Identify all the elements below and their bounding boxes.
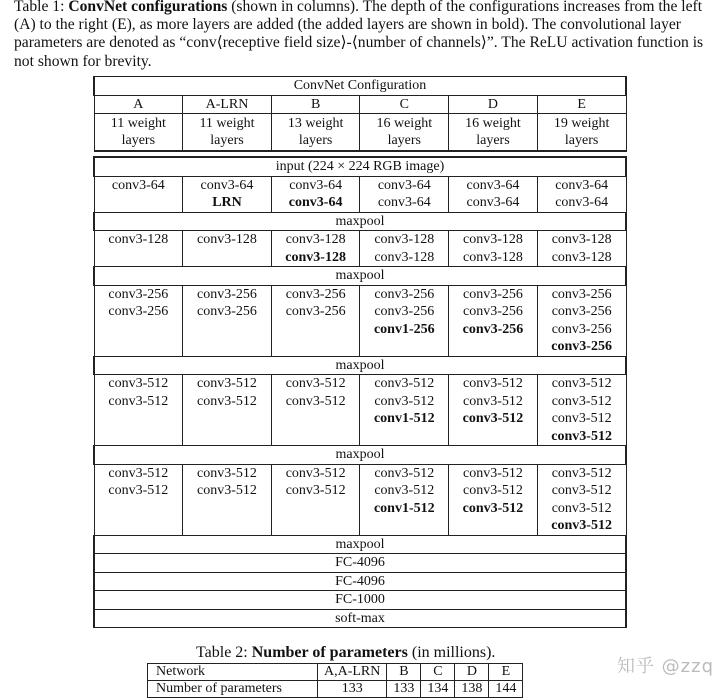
config-title-row (94, 77, 626, 96)
conv-block-cell (449, 375, 538, 446)
added-layer: conv3-128 (285, 249, 346, 265)
layer: conv3-512 (463, 465, 523, 481)
layer: conv3-512 (197, 465, 257, 481)
layer: conv3-512 (463, 393, 523, 409)
layer: conv3-512 (285, 393, 346, 409)
tail-layer-row (94, 572, 626, 591)
layer: conv3-256 (374, 286, 435, 302)
layer: conv3-512 (197, 376, 257, 391)
layer: conv3-512 (374, 376, 435, 391)
layer: conv3-512 (463, 483, 523, 498)
param-value-cell: 133 (387, 681, 421, 698)
input-layer: input (224 × 224 RGB image) (94, 157, 626, 176)
conv-block-cell (449, 176, 538, 212)
layer: conv3-256 (285, 286, 346, 302)
parameters-value-row (148, 681, 523, 698)
column-header: C (360, 95, 449, 114)
maxpool-layer: maxpool (94, 446, 626, 465)
layer: conv3-512 (551, 483, 612, 498)
layer: conv3-256 (551, 321, 612, 337)
tail-layer-row (94, 609, 626, 628)
layer: conv3-256 (197, 304, 257, 319)
config-title: ConvNet Configuration (94, 77, 626, 96)
caption-bold: ConvNet configurations (68, 0, 228, 15)
added-layer: conv3-256 (462, 321, 524, 337)
layer: conv3-256 (463, 286, 523, 302)
added-layer: conv3-512 (462, 500, 524, 516)
layer-count-row (94, 114, 626, 152)
layer-count: 16 weight layers (360, 114, 449, 152)
conv-block-cell (94, 464, 183, 535)
column-header: D (449, 95, 538, 114)
tail-layer-row (94, 554, 626, 573)
param-header-cell: D (455, 664, 489, 681)
layer: conv3-256 (463, 304, 523, 319)
layer: conv3-256 (108, 286, 169, 302)
added-layer: conv3-256 (551, 339, 612, 354)
input-layer-row (94, 157, 626, 176)
param-header-cell: E (489, 664, 523, 681)
layer: conv3-128 (551, 232, 612, 247)
layer: conv3-128 (551, 249, 612, 265)
layer: conv3-512 (463, 376, 523, 391)
conv-block-cell (94, 375, 183, 446)
tail-layer-row (94, 591, 626, 610)
conv-block-cell (360, 375, 449, 446)
maxpool-layer-row (94, 212, 626, 231)
tail-layer: FC-4096 (94, 572, 626, 591)
maxpool-layer: maxpool (94, 267, 626, 286)
tail-layer: FC-1000 (94, 591, 626, 610)
maxpool-layer-row (94, 356, 626, 375)
column-header: A (94, 95, 183, 114)
conv-block-cell (183, 375, 272, 446)
conv-block-cell (449, 285, 538, 356)
tail-layer: FC-4096 (94, 554, 626, 573)
conv-block-row (94, 231, 626, 267)
added-layer: conv1-512 (373, 411, 435, 426)
added-layer: conv3-512 (551, 428, 612, 444)
conv-block-cell (94, 285, 183, 356)
layer-count: 16 weight layers (449, 114, 538, 152)
layer-count: 19 weight layers (537, 114, 626, 152)
layer: conv3-64 (200, 177, 254, 193)
layer-count: 13 weight layers (271, 114, 360, 152)
conv-block-cell (271, 285, 360, 356)
layer: conv3-512 (108, 376, 169, 391)
param-value-cell: 138 (455, 681, 489, 698)
param-header-cell: B (387, 664, 421, 681)
layer: conv3-128 (285, 232, 346, 247)
caption-prefix: Table 1: (14, 0, 69, 15)
caption-rest: (shown in columns). The depth of the configurations increases from the left (A) to the right (E), as more layers are added (the added layers are shown in bold). The convolutional layer parameters are denoted as “conv⟨receptive field size⟩-⟨number of channels⟩”. The ReLU activation function is not shown for brevity. (14, 0, 704, 70)
layer-count: 11 weight layers (183, 114, 272, 152)
conv-block-cell (537, 231, 626, 267)
conv-block-row (94, 464, 626, 535)
conv-block-cell (271, 375, 360, 446)
conv-block-cell (94, 231, 183, 267)
added-layer: conv3-512 (462, 411, 524, 426)
layer: conv3-256 (197, 286, 257, 302)
conv-block-cell (360, 231, 449, 267)
layer: conv3-512 (551, 411, 612, 426)
added-layer: LRN (212, 195, 242, 210)
layer: conv3-256 (551, 286, 612, 302)
conv-block-cell (449, 231, 538, 267)
table2-rest: (in millions). (407, 644, 496, 661)
layer: conv3-128 (374, 232, 435, 247)
layer: conv3-512 (285, 465, 346, 481)
layer: conv3-64 (289, 177, 343, 193)
layer: conv3-512 (108, 393, 169, 409)
conv-block-cell (183, 176, 272, 212)
conv-block-cell (271, 464, 360, 535)
added-layer: conv1-512 (373, 500, 435, 516)
layer: conv3-64 (466, 195, 520, 210)
param-value-cell: 134 (421, 681, 455, 698)
layer: conv3-64 (466, 177, 520, 193)
conv-block-cell (537, 285, 626, 356)
watermark: 知乎 @zzq (616, 656, 714, 677)
added-layer: conv3-64 (288, 195, 343, 210)
conv-block-cell (360, 464, 449, 535)
layer-count: 11 weight layers (94, 114, 183, 152)
layer: conv3-512 (374, 393, 435, 409)
layer: conv3-512 (108, 483, 169, 498)
layer: conv3-128 (374, 249, 435, 265)
conv-block-cell (360, 176, 449, 212)
conv-block-row (94, 285, 626, 356)
conv-block-row (94, 176, 626, 212)
maxpool-layer-row (94, 267, 626, 286)
parameters-table (147, 663, 523, 698)
maxpool-layer-row (94, 446, 626, 465)
layer: conv3-512 (374, 483, 435, 498)
layer: conv3-512 (551, 393, 612, 409)
layer: conv3-256 (108, 304, 169, 319)
conv-block-cell (360, 285, 449, 356)
added-layer: conv3-512 (551, 518, 612, 533)
layer: conv3-128 (463, 232, 523, 247)
conv-block-cell (183, 464, 272, 535)
tail-layer-row (94, 535, 626, 554)
conv-block-cell (537, 375, 626, 446)
conv-block-cell (271, 176, 360, 212)
layer: conv3-512 (285, 376, 346, 391)
param-value-cell: 133 (318, 681, 387, 698)
tail-layer: maxpool (94, 535, 626, 554)
layer: conv3-256 (285, 304, 346, 319)
layer: conv3-512 (551, 465, 612, 481)
conv-block-cell (537, 464, 626, 535)
conv-block-cell (183, 231, 272, 267)
param-header-cell: Network (148, 664, 318, 681)
maxpool-layer: maxpool (94, 356, 626, 375)
column-header: A-LRN (183, 95, 272, 114)
column-header: B (271, 95, 360, 114)
layer: conv3-512 (285, 483, 346, 498)
layer: conv3-64 (377, 195, 431, 210)
column-header-row (94, 95, 626, 114)
layer: conv3-512 (551, 500, 612, 516)
layer: conv3-512 (197, 393, 257, 409)
maxpool-layer: maxpool (94, 212, 626, 231)
layer: conv3-128 (463, 249, 523, 265)
conv-block-cell (183, 285, 272, 356)
conv-block-cell (94, 176, 183, 212)
layer: conv3-64 (377, 177, 431, 193)
layer: conv3-128 (197, 232, 257, 247)
convnet-config-table (93, 76, 627, 628)
layer: conv3-64 (555, 195, 609, 210)
added-layer: conv1-256 (373, 321, 435, 337)
tail-layer: soft-max (94, 609, 626, 628)
conv-block-cell (537, 176, 626, 212)
layer: conv3-512 (374, 465, 435, 481)
conv-block-row (94, 375, 626, 446)
param-header-cell: A,A-LRN (318, 664, 387, 681)
table2-caption (196, 643, 495, 663)
layer: conv3-64 (111, 177, 165, 193)
layer: conv3-512 (197, 483, 257, 498)
table2-bold: Number of parameters (251, 644, 408, 661)
layer: conv3-128 (108, 232, 169, 247)
parameters-header-row (148, 664, 523, 681)
layer: conv3-256 (551, 304, 612, 319)
table1-caption (14, 0, 714, 71)
param-value-cell: Number of parameters (148, 681, 318, 698)
layer: conv3-512 (108, 465, 169, 481)
param-header-cell: C (421, 664, 455, 681)
layer: conv3-512 (551, 376, 612, 391)
column-header: E (537, 95, 626, 114)
conv-block-cell (449, 464, 538, 535)
conv-block-cell (271, 231, 360, 267)
table2-prefix: Table 2: (196, 644, 252, 661)
param-value-cell: 144 (489, 681, 523, 698)
layer: conv3-256 (374, 304, 435, 319)
layer: conv3-64 (555, 177, 609, 193)
